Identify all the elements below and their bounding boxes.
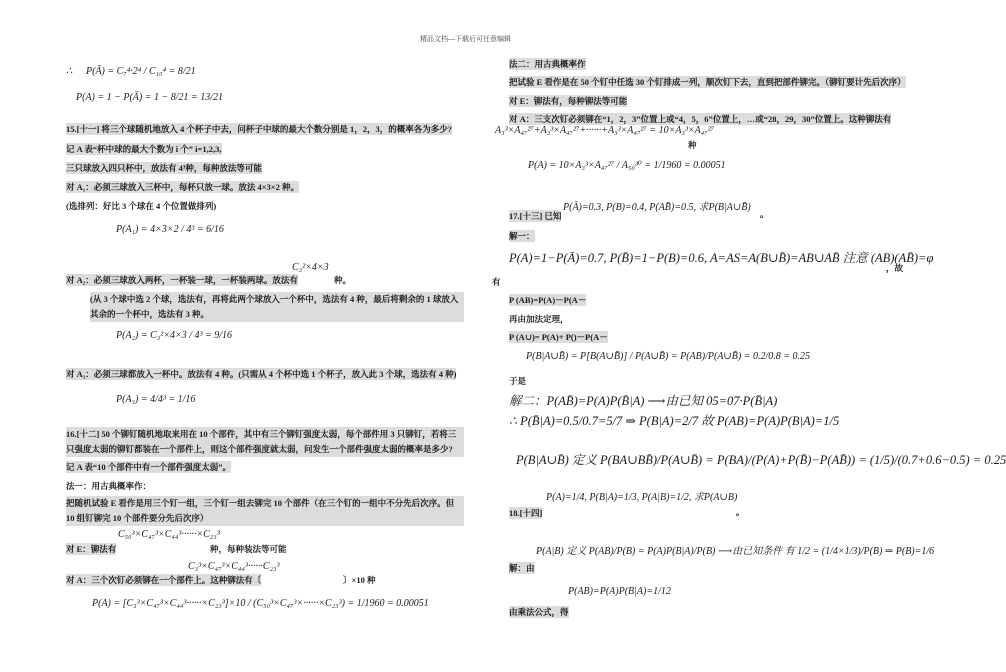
solution-1-label: 解一：: [509, 231, 535, 241]
text-e-ways: 对 E：铆法有: [66, 544, 117, 554]
text-a2-ways-suffix: 种。: [334, 275, 352, 285]
formula-p-a1: P(A₁) = 4×3×2 / 4³ = 6/16: [116, 224, 224, 235]
method-1-title: 法一：用古典概率作：: [66, 481, 152, 491]
formula-definition: P(B|A∪B̄) 定义 P(BA∪BB̄)/P(A∪B̄) = P(BA)/(P(A)+P(B̄)−P(AB̄)) = (1/5)/(0.7+0.6−0.5) = 0.25: [516, 453, 1006, 467]
text-a3-ways: 对 A₃：必须三球都放入一杯中。放法有 4 种。(只需从 4 个杯中选 1 个杯子，放入此 3 个球，选法有 4 种): [66, 369, 457, 379]
question-16: 16.[十二] 50 个铆钉随机地取来用在 10 个部件，其中有三个铆钉强度太弱，每个部件用 3 只铆钉，若将三只强度太弱的铆钉都装在一个部件上，则这个部件强度就太弱，问发生一个部件强度太弱的概率是多少?: [66, 427, 464, 457]
formula-p-ab-18: P(AB)=P(A)P(B|A)=1/12: [568, 586, 671, 597]
formula-p-abar: P(Ā) = C₇⁴·2⁴ / C₁₀⁴ = 8/21: [86, 66, 196, 77]
text-kinds: 种: [688, 140, 697, 150]
text-p-ab: P (AB)=P(A)－P(A－: [509, 295, 587, 305]
text-a2-ways: 对 A₂：必须三球放入两杯，一杯装一球，一杯装两球。放法有: [66, 275, 298, 285]
text-a-arrangements: 对 A：三支次钉必须铆在“1，2，3”位置上或“4，5，6”位置上，…或“28，29，30”位置上。这种铆法有: [509, 114, 892, 124]
formula-c32: C₃²×4×3: [292, 262, 329, 273]
given-18: P(A)=1/4, P(B|A)=1/3, P(A|B)=1/2, 求P(A∪B): [546, 492, 738, 503]
formula-conditional: P(B|A∪B̄) = P[B(A∪B̄)] / P(A∪B̄) = P(AB)/P(A∪B̄) = 0.2/0.8 = 0.25: [526, 351, 811, 362]
note-a: 记 A 表“10 个部件中有一个部件强度太弱”。: [66, 462, 232, 472]
question-18: 18.[十四]: [509, 508, 543, 518]
text-solution-from: 解：由: [509, 563, 535, 573]
text-a1-ways: 对 A₁：必须三球放入三杯中，每杯只放一球。放法 4×3×2 种。: [66, 182, 300, 192]
given-17: P(Ā)=0.3, P(B)=0.4, P(AB̄)=0.5, 求P(B|A∪B̄): [563, 202, 751, 213]
method-2-title: 法二：用古典概率作: [509, 59, 586, 69]
text-have: 有: [492, 277, 501, 287]
therefore-symbol: ∴: [66, 66, 73, 77]
text-a-ways: 对 A：三个次钉必须铆在一个部件上。这种铆法有〔: [66, 575, 262, 585]
text-e-arrangements: 对 E：铆法有，每种铆法等可能: [509, 96, 628, 106]
text-multiplication-rule: 由乘法公式，得: [509, 607, 569, 617]
formula-p-a-method2: P(A) = 10×A₃³×A₄₇²⁷ / A₅₀³⁰ = 1/1960 = 0.00051: [528, 160, 726, 171]
text-a-ways-suffix: 〕×10 种: [343, 575, 376, 585]
formula-p-a3: P(A₃) = 4/4³ = 1/16: [116, 394, 196, 405]
question-15: 15.[十一] 将三个球随机地放入 4 个杯子中去，问杯子中球的最大个数分别是 1，2，3，的概率各为多少?: [66, 124, 453, 134]
given-17-period: 。: [760, 209, 769, 219]
text-permutation-note: (选排列：好比 3 个球在 4 个位置做排列): [66, 201, 217, 211]
text-addition-theorem: 再由加法定理，: [509, 314, 569, 324]
method-1-description: 把随机试验 E 看作是用三个钉一组，三个钉一组去铆完 10 个部件（在三个钉的一组中不分先后次序。但 10 组钉铆完 10 个部件要分先后次序）: [66, 496, 464, 526]
solution-2-line-2: ∴ P(B̄|A)=0.5/0.7=5/7 ⇒ P(B|A)=2/7 故 P(AB)=P(A)P(B|A)=1/5: [509, 414, 840, 428]
formula-rivet-product-1: C₅₀³×C₄₇³×C₄₄³······×C₂₃³: [118, 529, 220, 540]
formula-18: P(A|B) 定义 P(AB)/P(B) = P(A)P(B|A)/P(B) ⟶由已知条件 有 1/2 = (1/4×1/3)/P(B) ⇒ P(B)=1/6: [536, 546, 935, 557]
text-p-union: P (A∪)= P(A)+ P()－P(A－: [509, 332, 608, 342]
text-hence: ，故: [886, 263, 904, 273]
method-2-description: 把试验 E 看作是在 50 个钉中任选 30 个钉排成一列，顺次钉下去，直到把部件铆完。（铆钉要计先后次序）: [509, 77, 906, 87]
formula-p-a-rivets: P(A) = [C₃³×C₄₇³×C₄₄³······×C₂₃³]×10 / (C₅₀³×C₄₇³×······×C₂₃³) = 1/1960 = 0.00051: [92, 598, 429, 609]
solution-2-line-1: 解二：P(AB̄)=P(A)P(B̄|A) ⟶由已知 05=07·P(B̄|A): [509, 394, 778, 408]
formula-p-a2: P(A₂) = C₃²×4×3 / 4³ = 9/16: [116, 330, 233, 341]
text-e-ways-suffix: 种，每种装法等可能: [210, 544, 287, 554]
text-thus: 于是: [509, 376, 527, 386]
text-total-ways: 三只球放入四只杯中，放法有 4³种，每种放法等可能: [66, 163, 262, 173]
note-ai: 记 A 表“杯中球的最大个数为 i 个” i=1,2,3,: [66, 144, 222, 154]
formula-permutation-sum: A₃³×A₄₇²⁷+A₃³×A₄₇²⁷+······+A₃³×A₄₇²⁷ = 10×A₃³×A₄₇²⁷: [495, 125, 715, 136]
question-17: 17.[十三] 已知: [509, 211, 562, 221]
formula-solution-1: P(A)=1−P(Ā)=0.7, P(B̄)=1−P(B)=0.6, A=AS=A(B∪B̄)=AB∪AB̄ 注意 (AB)(AB̄)=φ: [509, 251, 934, 265]
text-a2-explanation: (从 3 个球中选 2 个球，选法有，再将此两个球放入一个杯中，选法有 4 种，最后将剩余的 1 球放入其余的一个杯中，选法有 3 种。: [90, 292, 464, 322]
page-header: 精品文档---下载后可任意编辑: [420, 35, 511, 43]
given-18-period: 。: [736, 507, 745, 517]
formula-p-a: P(A) = 1 − P(Ā) = 1 − 8/21 = 13/21: [76, 92, 224, 103]
formula-rivet-product-2: C₃³×C₄₇³×C₄₄³······C₂₃³: [188, 561, 280, 572]
